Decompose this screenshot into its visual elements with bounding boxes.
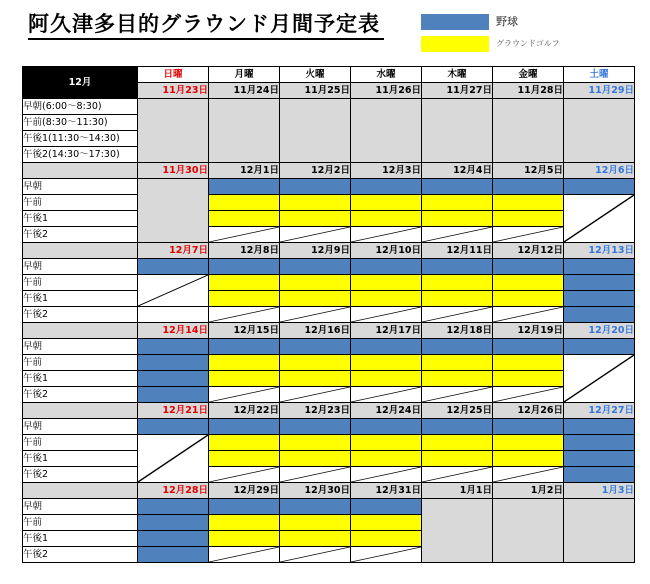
slot-cell-groundgolf xyxy=(280,435,351,451)
slot-cell-groundgolf xyxy=(351,435,422,451)
slot-cell-groundgolf xyxy=(422,355,493,371)
legend-swatch-baseball xyxy=(421,14,489,30)
slot-cell-closed xyxy=(209,99,280,163)
date-cell: 12月13日 xyxy=(564,243,635,259)
slot-cell-closed xyxy=(493,99,564,163)
slot-cell-groundgolf xyxy=(493,435,564,451)
slot-cell-baseball xyxy=(564,339,635,355)
week-header-spacer xyxy=(23,323,138,339)
slot-cell-groundgolf xyxy=(209,371,280,387)
date-cell: 11月24日 xyxy=(209,83,280,99)
slot-cell-groundgolf xyxy=(351,515,422,531)
slot-cell-empty xyxy=(493,227,564,243)
slot-cell-baseball xyxy=(493,259,564,275)
slot-cell-empty xyxy=(138,435,209,483)
slot-cell-baseball xyxy=(351,179,422,195)
date-cell: 12月21日 xyxy=(138,403,209,419)
slot-cell-baseball xyxy=(138,499,209,515)
slot-cell-baseball xyxy=(422,419,493,435)
date-cell: 1月2日 xyxy=(493,483,564,499)
date-cell: 12月9日 xyxy=(280,243,351,259)
slot-label: 午後1 xyxy=(23,371,138,387)
slot-label: 早朝 xyxy=(23,259,138,275)
slot-cell-empty xyxy=(493,307,564,323)
slot-cell-closed xyxy=(422,99,493,163)
slot-label: 午後2 xyxy=(23,307,138,323)
slot-label: 午前 xyxy=(23,355,138,371)
slot-cell-baseball xyxy=(422,179,493,195)
date-cell: 12月31日 xyxy=(351,483,422,499)
slot-cell-baseball xyxy=(209,419,280,435)
date-cell: 12月23日 xyxy=(280,403,351,419)
dayname-thursday: 木曜 xyxy=(422,67,493,83)
slot-cell-baseball xyxy=(138,371,209,387)
date-cell: 12月2日 xyxy=(280,163,351,179)
slot-cell-empty xyxy=(138,307,209,323)
slot-cell-baseball xyxy=(564,435,635,451)
slot-cell-groundgolf xyxy=(351,275,422,291)
week-header-spacer xyxy=(23,483,138,499)
slot-cell-baseball xyxy=(138,339,209,355)
slot-cell-baseball xyxy=(138,531,209,547)
slot-cell-groundgolf xyxy=(493,211,564,227)
slot-cell-groundgolf xyxy=(422,435,493,451)
slot-label: 午前 xyxy=(23,435,138,451)
slot-cell-baseball xyxy=(493,419,564,435)
slot-label: 午前 xyxy=(23,275,138,291)
date-cell: 12月15日 xyxy=(209,323,280,339)
slot-cell-empty xyxy=(280,467,351,483)
month-label: 12月 xyxy=(23,67,138,99)
date-cell: 11月26日 xyxy=(351,83,422,99)
slot-cell-closed xyxy=(564,499,635,563)
dayname-monday: 月曜 xyxy=(209,67,280,83)
slot-cell-groundgolf xyxy=(209,531,280,547)
slot-label: 午後1 xyxy=(23,531,138,547)
slot-label: 早朝 xyxy=(23,339,138,355)
slot-cell-groundgolf xyxy=(280,275,351,291)
date-cell: 12月17日 xyxy=(351,323,422,339)
slot-cell-baseball xyxy=(138,547,209,563)
slot-label: 早朝 xyxy=(23,419,138,435)
slot-cell-groundgolf xyxy=(209,291,280,307)
date-cell: 12月3日 xyxy=(351,163,422,179)
slot-cell-empty xyxy=(422,387,493,403)
date-cell: 11月23日 xyxy=(138,83,209,99)
dayname-friday: 金曜 xyxy=(493,67,564,83)
date-cell: 12月26日 xyxy=(493,403,564,419)
slot-cell-baseball xyxy=(493,179,564,195)
slot-cell-groundgolf xyxy=(493,451,564,467)
slot-cell-baseball xyxy=(351,499,422,515)
date-cell: 11月30日 xyxy=(138,163,209,179)
slot-cell-groundgolf xyxy=(209,435,280,451)
slot-label: 午後2(14:30～17:30) xyxy=(23,147,138,163)
slot-cell-baseball xyxy=(564,467,635,483)
slot-cell-baseball xyxy=(422,339,493,355)
date-cell: 12月22日 xyxy=(209,403,280,419)
schedule-table xyxy=(22,66,635,563)
slot-cell-empty xyxy=(351,227,422,243)
slot-cell-groundgolf xyxy=(351,451,422,467)
slot-cell-baseball xyxy=(280,419,351,435)
slot-cell-groundgolf xyxy=(209,275,280,291)
slot-cell-closed xyxy=(351,99,422,163)
slot-cell-groundgolf xyxy=(280,291,351,307)
slot-cell-baseball xyxy=(564,259,635,275)
slot-cell-baseball xyxy=(351,419,422,435)
slot-cell-baseball xyxy=(209,339,280,355)
date-cell: 11月28日 xyxy=(493,83,564,99)
dayname-wednesday: 水曜 xyxy=(351,67,422,83)
slot-cell-baseball xyxy=(138,515,209,531)
slot-cell-baseball xyxy=(493,339,564,355)
date-cell: 12月24日 xyxy=(351,403,422,419)
slot-cell-groundgolf xyxy=(209,451,280,467)
slot-cell-groundgolf xyxy=(280,531,351,547)
date-cell: 12月25日 xyxy=(422,403,493,419)
slot-cell-baseball xyxy=(351,339,422,355)
slot-cell-empty xyxy=(209,387,280,403)
slot-cell-groundgolf xyxy=(493,291,564,307)
slot-cell-empty xyxy=(209,307,280,323)
slot-cell-empty xyxy=(280,227,351,243)
slot-cell-groundgolf xyxy=(422,211,493,227)
slot-cell-closed xyxy=(493,499,564,563)
slot-label: 午後2 xyxy=(23,547,138,563)
date-cell: 11月29日 xyxy=(564,83,635,99)
slot-cell-empty xyxy=(351,307,422,323)
date-cell: 12月27日 xyxy=(564,403,635,419)
date-cell: 12月19日 xyxy=(493,323,564,339)
slot-cell-groundgolf xyxy=(493,275,564,291)
slot-cell-groundgolf xyxy=(280,195,351,211)
slot-cell-groundgolf xyxy=(351,371,422,387)
slot-cell-groundgolf xyxy=(351,195,422,211)
slot-cell-groundgolf xyxy=(493,195,564,211)
date-cell: 1月3日 xyxy=(564,483,635,499)
slot-cell-groundgolf xyxy=(422,291,493,307)
slot-cell-groundgolf xyxy=(351,355,422,371)
slot-cell-baseball xyxy=(564,419,635,435)
date-cell: 12月1日 xyxy=(209,163,280,179)
slot-cell-empty xyxy=(493,387,564,403)
date-cell: 12月30日 xyxy=(280,483,351,499)
slot-label: 午後1(11:30～14:30) xyxy=(23,131,138,147)
slot-cell-empty xyxy=(422,227,493,243)
slot-label: 午後2 xyxy=(23,227,138,243)
slot-cell-groundgolf xyxy=(422,195,493,211)
slot-cell-groundgolf xyxy=(280,371,351,387)
slot-cell-closed xyxy=(422,499,493,563)
slot-cell-baseball xyxy=(280,179,351,195)
slot-cell-empty xyxy=(422,467,493,483)
date-cell: 11月25日 xyxy=(280,83,351,99)
slot-cell-groundgolf xyxy=(422,451,493,467)
slot-cell-baseball xyxy=(564,451,635,467)
slot-cell-empty xyxy=(280,387,351,403)
slot-cell-empty xyxy=(138,275,209,307)
dayname-sunday: 日曜 xyxy=(138,67,209,83)
slot-cell-baseball xyxy=(564,307,635,323)
slot-cell-closed xyxy=(280,99,351,163)
slot-cell-groundgolf xyxy=(209,515,280,531)
slot-cell-groundgolf xyxy=(493,355,564,371)
slot-cell-groundgolf xyxy=(351,211,422,227)
slot-label: 午前 xyxy=(23,515,138,531)
dayname-tuesday: 火曜 xyxy=(280,67,351,83)
date-cell: 12月29日 xyxy=(209,483,280,499)
legend-label-baseball: 野球 xyxy=(496,15,518,28)
slot-cell-empty xyxy=(209,227,280,243)
slot-cell-baseball xyxy=(138,355,209,371)
slot-cell-empty xyxy=(351,547,422,563)
slot-cell-baseball xyxy=(280,259,351,275)
slot-cell-empty xyxy=(351,467,422,483)
date-cell: 12月20日 xyxy=(564,323,635,339)
slot-cell-empty xyxy=(422,307,493,323)
week-header-spacer xyxy=(23,243,138,259)
slot-label: 午前 xyxy=(23,195,138,211)
week-header-spacer xyxy=(23,403,138,419)
slot-cell-groundgolf xyxy=(209,195,280,211)
slot-cell-closed xyxy=(564,99,635,163)
week-header-spacer xyxy=(23,163,138,179)
slot-cell-groundgolf xyxy=(493,371,564,387)
slot-label: 早朝 xyxy=(23,179,138,195)
slot-cell-groundgolf xyxy=(351,291,422,307)
page-title: 阿久津多目的グラウンド月間予定表 xyxy=(28,10,384,40)
date-cell: 12月18日 xyxy=(422,323,493,339)
dayname-saturday: 土曜 xyxy=(564,67,635,83)
slot-label: 午前(8:30～11:30) xyxy=(23,115,138,131)
slot-cell-baseball xyxy=(422,259,493,275)
slot-label: 午後1 xyxy=(23,451,138,467)
slot-label: 午後1 xyxy=(23,291,138,307)
slot-cell-baseball xyxy=(138,387,209,403)
slot-cell-empty xyxy=(280,547,351,563)
date-cell: 12月4日 xyxy=(422,163,493,179)
slot-cell-groundgolf xyxy=(280,211,351,227)
slot-cell-groundgolf xyxy=(422,371,493,387)
date-cell: 12月14日 xyxy=(138,323,209,339)
slot-cell-empty xyxy=(493,467,564,483)
slot-cell-baseball xyxy=(138,259,209,275)
schedule-grid xyxy=(22,66,635,563)
slot-cell-closed xyxy=(138,179,209,243)
date-cell: 12月28日 xyxy=(138,483,209,499)
slot-cell-empty xyxy=(209,467,280,483)
slot-cell-groundgolf xyxy=(280,451,351,467)
slot-cell-baseball xyxy=(209,259,280,275)
slot-label: 午後2 xyxy=(23,387,138,403)
date-cell: 12月7日 xyxy=(138,243,209,259)
legend-swatch-groundgolf xyxy=(421,36,489,52)
slot-cell-baseball xyxy=(138,419,209,435)
slot-cell-baseball xyxy=(564,275,635,291)
date-cell: 12月8日 xyxy=(209,243,280,259)
slot-cell-baseball xyxy=(280,499,351,515)
slot-label: 早朝(6:00～8:30) xyxy=(23,99,138,115)
date-cell: 12月11日 xyxy=(422,243,493,259)
slot-cell-groundgolf xyxy=(351,531,422,547)
slot-cell-closed xyxy=(138,99,209,163)
legend-label-groundgolf: グラウンドゴルフ xyxy=(496,39,560,48)
date-cell: 1月1日 xyxy=(422,483,493,499)
slot-cell-baseball xyxy=(564,291,635,307)
slot-cell-groundgolf xyxy=(209,211,280,227)
slot-label: 早朝 xyxy=(23,499,138,515)
slot-cell-groundgolf xyxy=(280,515,351,531)
slot-cell-groundgolf xyxy=(280,355,351,371)
date-cell: 12月5日 xyxy=(493,163,564,179)
slot-cell-empty xyxy=(209,547,280,563)
slot-cell-baseball xyxy=(209,179,280,195)
date-cell: 11月27日 xyxy=(422,83,493,99)
slot-cell-groundgolf xyxy=(422,275,493,291)
date-cell: 12月16日 xyxy=(280,323,351,339)
slot-cell-empty xyxy=(564,355,635,403)
slot-label: 午後2 xyxy=(23,467,138,483)
slot-cell-groundgolf xyxy=(209,355,280,371)
date-cell: 12月6日 xyxy=(564,163,635,179)
date-cell: 12月10日 xyxy=(351,243,422,259)
slot-cell-baseball xyxy=(280,339,351,355)
slot-cell-baseball xyxy=(351,259,422,275)
slot-cell-baseball xyxy=(564,179,635,195)
date-cell: 12月12日 xyxy=(493,243,564,259)
slot-label: 午後1 xyxy=(23,211,138,227)
slot-cell-empty xyxy=(280,307,351,323)
slot-cell-baseball xyxy=(209,499,280,515)
slot-cell-empty xyxy=(351,387,422,403)
slot-cell-empty xyxy=(564,195,635,243)
